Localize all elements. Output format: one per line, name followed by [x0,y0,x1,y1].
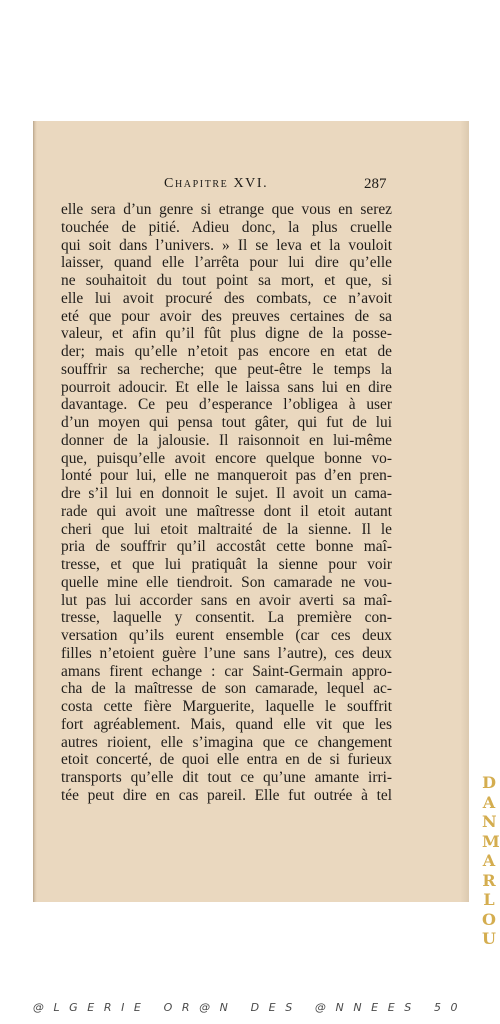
text-line: valeur, et afin qu’il fût plus digne de la posse- [61,325,392,343]
text-line: der; mais qu’elle n’etoit pas encore en etat de [61,343,392,360]
watermark-letter: D [482,773,496,792]
text-line: elle sera d’un genre si etrange que vous en serez [61,201,392,218]
text-line: tresse, laquelle y consentit. La première con- [61,609,392,627]
body-text [61,201,392,805]
text-line: ne souhaitoit du tout point sa mort, et que, si [61,272,392,289]
text-line: autres rioient, elle s’imagina que ce changement [61,733,392,751]
text-line: davantage. Ce peu d’esperance l’obligea à user [61,396,392,414]
text-line: souffrir sa recherche; que peut-être le temps la [61,360,392,378]
text-line: fort agréablement. Mais, quand elle vit que les [61,715,392,733]
text-line: etoit concerté, de quoi elle entra en de si furieux [61,751,392,769]
text-line: tresse, et que lui pratiquât la sienne pour voir [61,556,392,573]
text-line: cheri que lui etoit maltraité de la sienne. Il le [61,520,392,538]
text-line: elle lui avoit procuré des combats, ce n’avoit [61,289,392,307]
text-line: d’un moyen qui pensa tout gâter, qui fut de lui [61,414,392,431]
text-line: lut pas lui accorder sans en avoir averti sa maî- [61,591,392,609]
footer-watermark-text: @LGERIE OR@N DES @NNEES 50 [32,1001,468,1014]
chapter-heading-initial: C [164,176,175,191]
text-line: quelle mine elle tiendroit. Son camarade ne vou- [61,573,392,591]
text-line: filles n’etoient guère l’une sans l’autre), ces deux [61,644,392,662]
text-line: que, puisqu’elle avoit encore quelque bonne vo- [61,449,392,467]
watermark-letter: U [482,929,496,948]
text-line: amans firent echange : car Saint-Germain appro- [61,662,392,680]
text-line: pourroit adoucir. Et elle le laissa sans lui en dire [61,378,392,396]
text-line: qui soit dans l’univers. » Il se leva et la vouloit [61,236,392,254]
text-line: laisser, quand elle l’arrêta pour lui dire qu’elle [61,254,392,272]
chapter-heading-rest: hapitre XVI. [174,176,269,191]
text-line: tée peut dire en cas pareil. Elle fut outrée à tel [61,786,392,804]
watermark-letter: M [482,831,500,851]
text-line: pria de souffrir qu’il accostât cette bonne maî- [61,538,392,556]
text-line: touchée de pitié. Adieu donc, la plus cruelle [61,218,392,236]
chapter-heading [164,176,268,192]
running-head [0,176,500,196]
text-line: dre s’il lui en donnoit le sujet. Il avoit un cama- [61,485,392,502]
vertical-watermark [482,773,500,949]
text-line: cha de la maîtresse de son camarade, lequel ac- [61,680,392,698]
text-line: lonté pour lui, elle ne manqueroit pas d’en pren- [61,467,392,485]
watermark-letter: L [483,890,495,909]
watermark-letter: R [482,870,496,890]
text-line: eté que pour avoir des preuves certaines de sa [61,307,392,325]
text-line: rade qui avoit une maîtresse dont il etoit autant [61,502,392,520]
text-line: costa cette fière Marguerite, laquelle le souffrit [61,698,392,715]
text-line: transports qu’elle dit tout ce qu’une amante irri- [61,769,392,786]
page-number: 287 [364,176,387,192]
text-line: versation qu’ils eurent ensemble (car ces deux [61,627,392,644]
watermark-letter: A [482,792,496,812]
watermark-letter: N [482,812,497,831]
text-line: donner de la jalousie. Il raisonnoit en lui-même [61,431,392,449]
watermark-letter: O [482,909,496,929]
watermark-letter: A [482,851,496,870]
